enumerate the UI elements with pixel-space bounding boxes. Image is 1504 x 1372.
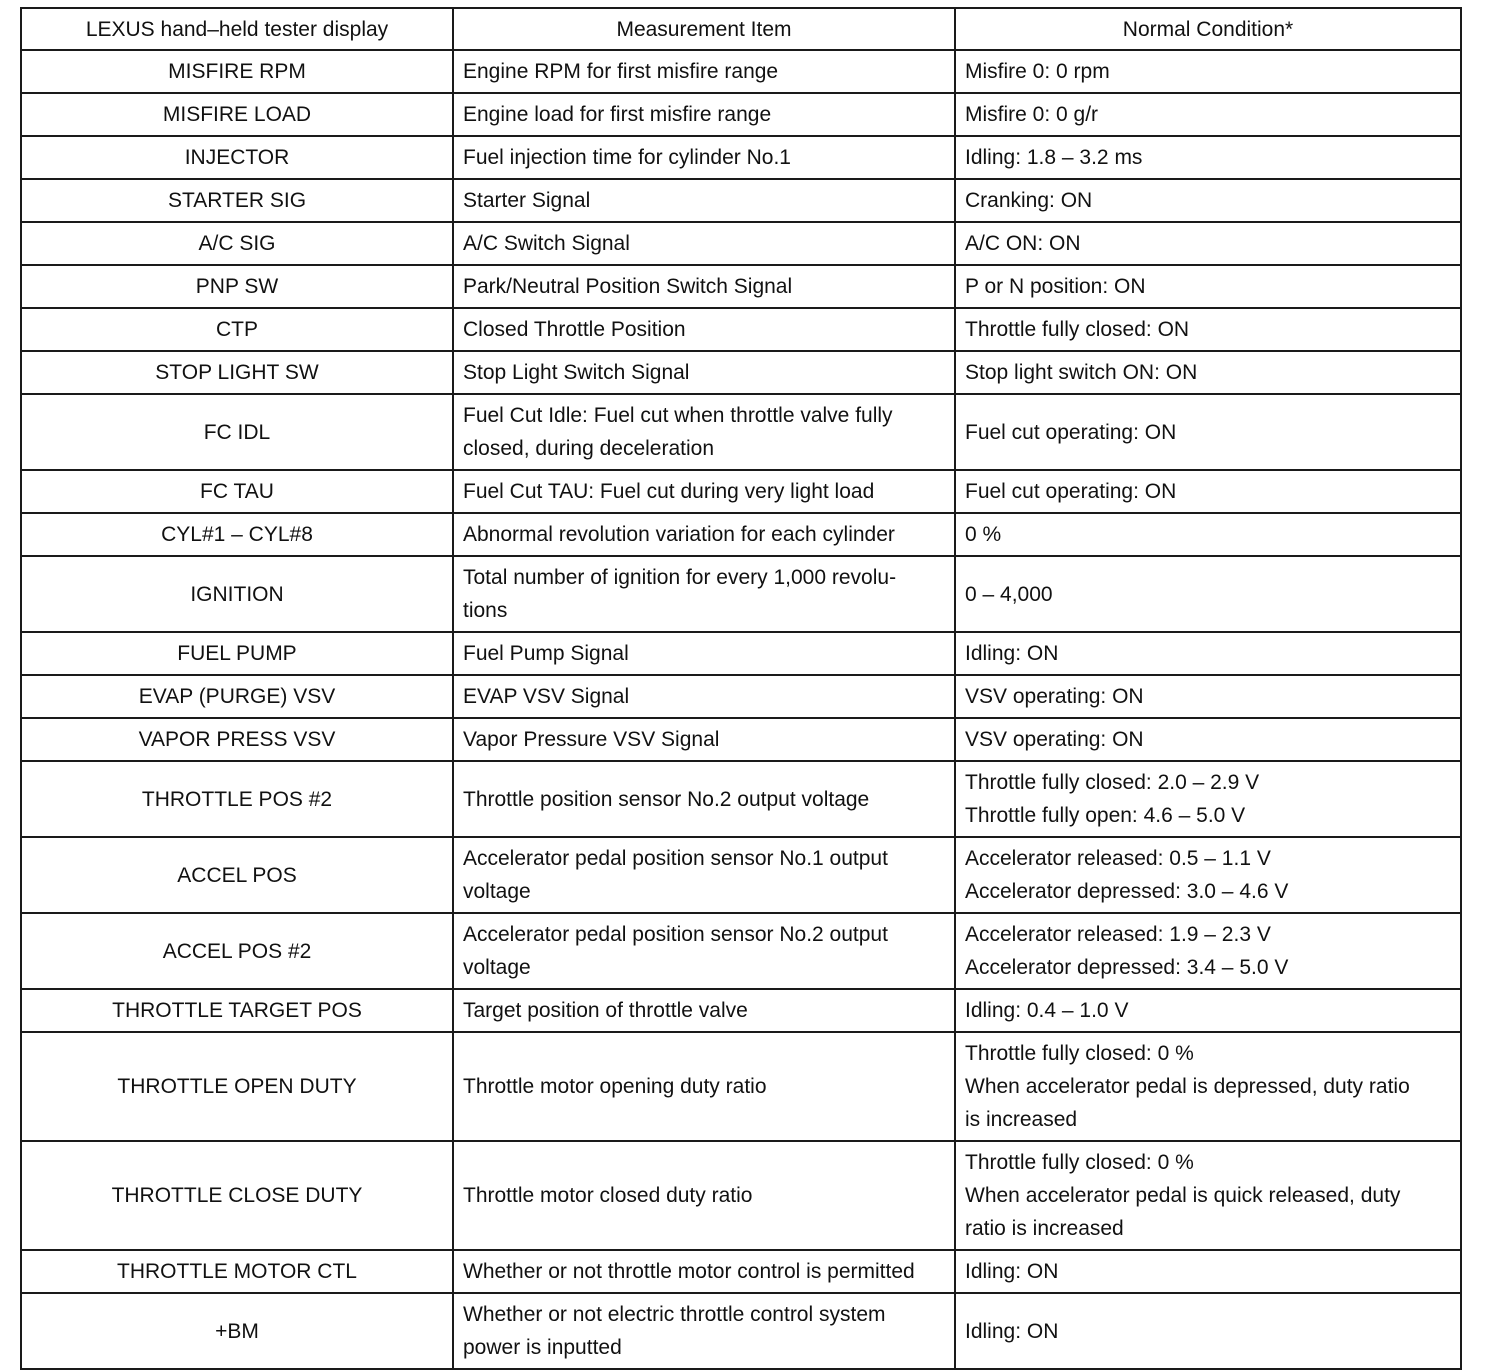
header-normal-condition: Normal Condition* <box>955 8 1461 50</box>
tester-display-cell: ACCEL POS #2 <box>21 913 453 989</box>
normal-condition-cell <box>955 1293 1461 1369</box>
normal-condition-cell <box>955 394 1461 470</box>
header-measurement-item: Measurement Item <box>453 8 955 50</box>
table-row <box>21 761 1461 837</box>
measurement-item-cell <box>453 93 955 136</box>
table-body <box>21 50 1461 1369</box>
normal-condition-text: A/C ON: ON <box>965 232 1081 255</box>
normal-condition-text: When accelerator pedal is depressed, duty ratio <box>965 1075 1410 1098</box>
measurement-item-cell <box>453 265 955 308</box>
tester-display-cell: FC IDL <box>21 394 453 470</box>
data-list-table <box>20 7 1462 1370</box>
tester-display-cell: STOP LIGHT SW <box>21 351 453 394</box>
normal-condition-text: Idling: 1.8 – 3.2 ms <box>965 146 1143 169</box>
measurement-item-cell <box>453 556 955 632</box>
tester-display-cell: IGNITION <box>21 556 453 632</box>
measurement-item-cell <box>453 761 955 837</box>
tester-display-cell: THROTTLE MOTOR CTL <box>21 1250 453 1293</box>
table-row <box>21 989 1461 1032</box>
normal-condition-cell <box>955 632 1461 675</box>
normal-condition-text: Idling: ON <box>965 642 1059 665</box>
normal-condition-text: Throttle fully closed: 0 % <box>965 1042 1194 1065</box>
table-row <box>21 556 1461 632</box>
measurement-item-cell <box>453 308 955 351</box>
tester-display-cell: A/C SIG <box>21 222 453 265</box>
measurement-item-text: Accelerator pedal position sensor No.1 output <box>463 847 888 870</box>
tester-display-cell: THROTTLE POS #2 <box>21 761 453 837</box>
measurement-item-cell <box>453 632 955 675</box>
table-row <box>21 837 1461 913</box>
measurement-item-text: Throttle motor opening duty ratio <box>463 1075 767 1098</box>
measurement-item-cell <box>453 837 955 913</box>
measurement-item-text: Target position of throttle valve <box>463 999 748 1022</box>
tester-display-cell: CTP <box>21 308 453 351</box>
normal-condition-cell <box>955 989 1461 1032</box>
measurement-item-text: closed, during deceleration <box>463 437 714 460</box>
normal-condition-cell <box>955 837 1461 913</box>
tester-display-cell: INJECTOR <box>21 136 453 179</box>
normal-condition-text: ratio is increased <box>965 1217 1124 1240</box>
table-row <box>21 308 1461 351</box>
measurement-item-cell <box>453 1032 955 1141</box>
normal-condition-cell <box>955 513 1461 556</box>
normal-condition-text: P or N position: ON <box>965 275 1146 298</box>
table-row <box>21 222 1461 265</box>
measurement-item-text: power is inputted <box>463 1336 622 1359</box>
measurement-item-cell <box>453 394 955 470</box>
tester-display-cell: VAPOR PRESS VSV <box>21 718 453 761</box>
table-row <box>21 1032 1461 1141</box>
normal-condition-cell <box>955 675 1461 718</box>
normal-condition-cell <box>955 761 1461 837</box>
table-row <box>21 1293 1461 1369</box>
measurement-item-cell <box>453 718 955 761</box>
tester-display-cell: +BM <box>21 1293 453 1369</box>
normal-condition-cell <box>955 556 1461 632</box>
data-list-sheet <box>20 7 1460 1370</box>
normal-condition-text: VSV operating: ON <box>965 685 1144 708</box>
measurement-item-text: voltage <box>463 956 531 979</box>
normal-condition-text: Fuel cut operating: ON <box>965 480 1177 503</box>
normal-condition-text: Throttle fully closed: ON <box>965 318 1190 341</box>
measurement-item-text: Park/Neutral Position Switch Signal <box>463 275 793 298</box>
normal-condition-cell <box>955 1250 1461 1293</box>
measurement-item-cell <box>453 1250 955 1293</box>
tester-display-cell: PNP SW <box>21 265 453 308</box>
measurement-item-cell <box>453 351 955 394</box>
measurement-item-text: Stop Light Switch Signal <box>463 361 690 384</box>
table-row <box>21 136 1461 179</box>
normal-condition-text: Idling: 0.4 – 1.0 V <box>965 999 1129 1022</box>
normal-condition-text: Misfire 0: 0 rpm <box>965 60 1110 83</box>
table-row <box>21 394 1461 470</box>
normal-condition-text: Idling: ON <box>965 1319 1059 1343</box>
normal-condition-cell <box>955 913 1461 989</box>
measurement-item-cell <box>453 513 955 556</box>
measurement-item-text: Accelerator pedal position sensor No.2 output <box>463 923 888 946</box>
tester-display-cell: MISFIRE RPM <box>21 50 453 93</box>
normal-condition-text: Cranking: ON <box>965 189 1093 212</box>
measurement-item-text: Engine load for first misfire range <box>463 103 772 126</box>
table-row <box>21 179 1461 222</box>
measurement-item-text: Throttle motor closed duty ratio <box>463 1184 753 1207</box>
table-row <box>21 1141 1461 1250</box>
measurement-item-cell <box>453 50 955 93</box>
normal-condition-cell <box>955 1141 1461 1250</box>
measurement-item-cell <box>453 675 955 718</box>
measurement-item-text: tions <box>463 599 508 622</box>
normal-condition-cell <box>955 351 1461 394</box>
table-row <box>21 93 1461 136</box>
tester-display-cell: THROTTLE OPEN DUTY <box>21 1032 453 1141</box>
measurement-item-cell <box>453 136 955 179</box>
normal-condition-text: Throttle fully closed: 0 % <box>965 1151 1194 1174</box>
normal-condition-text: 0 % <box>965 523 1002 546</box>
normal-condition-text: is increased <box>965 1108 1078 1131</box>
table-header <box>21 8 1461 50</box>
measurement-item-text: Total number of ignition for every 1,000 revolu- <box>463 566 897 589</box>
table-row <box>21 513 1461 556</box>
table-row <box>21 351 1461 394</box>
normal-condition-text: Accelerator depressed: 3.0 – 4.6 V <box>965 880 1289 903</box>
measurement-item-cell <box>453 179 955 222</box>
normal-condition-text: VSV operating: ON <box>965 728 1144 751</box>
table-row <box>21 718 1461 761</box>
measurement-item-cell <box>453 1141 955 1250</box>
normal-condition-cell <box>955 136 1461 179</box>
table-row <box>21 632 1461 675</box>
normal-condition-cell <box>955 718 1461 761</box>
measurement-item-text: voltage <box>463 880 531 903</box>
table-row <box>21 1250 1461 1293</box>
normal-condition-text: Idling: ON <box>965 1260 1059 1283</box>
normal-condition-cell <box>955 308 1461 351</box>
measurement-item-text: Fuel Cut TAU: Fuel cut during very light load <box>463 480 875 503</box>
measurement-item-text: A/C Switch Signal <box>463 232 630 255</box>
header-tester-display: LEXUS hand–held tester display <box>21 8 453 50</box>
measurement-item-text: Throttle position sensor No.2 output voltage <box>463 787 870 811</box>
measurement-item-text: Engine RPM for first misfire range <box>463 60 779 83</box>
normal-condition-cell <box>955 179 1461 222</box>
normal-condition-cell <box>955 470 1461 513</box>
measurement-item-text: Vapor Pressure VSV Signal <box>463 728 720 751</box>
measurement-item-text: Whether or not throttle motor control is permitted <box>463 1260 915 1283</box>
table-row <box>21 675 1461 718</box>
tester-display-cell: EVAP (PURGE) VSV <box>21 675 453 718</box>
measurement-item-cell <box>453 989 955 1032</box>
measurement-item-cell <box>453 470 955 513</box>
normal-condition-text: Accelerator released: 0.5 – 1.1 V <box>965 847 1271 870</box>
normal-condition-text: Throttle fully closed: 2.0 – 2.9 V <box>965 771 1260 794</box>
tester-display-cell: THROTTLE TARGET POS <box>21 989 453 1032</box>
measurement-item-text: Abnormal revolution variation for each cylinder <box>463 523 895 546</box>
normal-condition-cell <box>955 222 1461 265</box>
tester-display-cell: FC TAU <box>21 470 453 513</box>
tester-display-cell: MISFIRE LOAD <box>21 93 453 136</box>
measurement-item-cell <box>453 913 955 989</box>
measurement-item-cell <box>453 222 955 265</box>
normal-condition-cell <box>955 50 1461 93</box>
measurement-item-text: Fuel Cut Idle: Fuel cut when throttle valve fully <box>463 404 893 427</box>
measurement-item-text: Fuel injection time for cylinder No.1 <box>463 146 791 169</box>
normal-condition-cell <box>955 265 1461 308</box>
table-row <box>21 265 1461 308</box>
normal-condition-text: When accelerator pedal is quick released, duty <box>965 1184 1401 1207</box>
header-row <box>21 8 1461 50</box>
measurement-item-text: EVAP VSV Signal <box>463 685 630 708</box>
measurement-item-cell <box>453 1293 955 1369</box>
tester-display-cell: THROTTLE CLOSE DUTY <box>21 1141 453 1250</box>
table-row <box>21 913 1461 989</box>
normal-condition-text: Stop light switch ON: ON <box>965 361 1198 384</box>
measurement-item-text: Closed Throttle Position <box>463 318 686 341</box>
normal-condition-text: Accelerator depressed: 3.4 – 5.0 V <box>965 956 1289 979</box>
normal-condition-text: Fuel cut operating: ON <box>965 420 1177 444</box>
measurement-item-text: Whether or not electric throttle control system <box>463 1303 886 1326</box>
table-row <box>21 470 1461 513</box>
tester-display-cell: FUEL PUMP <box>21 632 453 675</box>
measurement-item-text: Starter Signal <box>463 189 591 212</box>
tester-display-cell: ACCEL POS <box>21 837 453 913</box>
measurement-item-text: Fuel Pump Signal <box>463 642 629 665</box>
table-row <box>21 50 1461 93</box>
tester-display-cell: CYL#1 – CYL#8 <box>21 513 453 556</box>
normal-condition-cell <box>955 93 1461 136</box>
tester-display-cell: STARTER SIG <box>21 179 453 222</box>
normal-condition-text: 0 – 4,000 <box>965 582 1053 606</box>
normal-condition-text: Throttle fully open: 4.6 – 5.0 V <box>965 804 1246 827</box>
normal-condition-cell <box>955 1032 1461 1141</box>
normal-condition-text: Misfire 0: 0 g/r <box>965 103 1099 126</box>
normal-condition-text: Accelerator released: 1.9 – 2.3 V <box>965 923 1271 946</box>
